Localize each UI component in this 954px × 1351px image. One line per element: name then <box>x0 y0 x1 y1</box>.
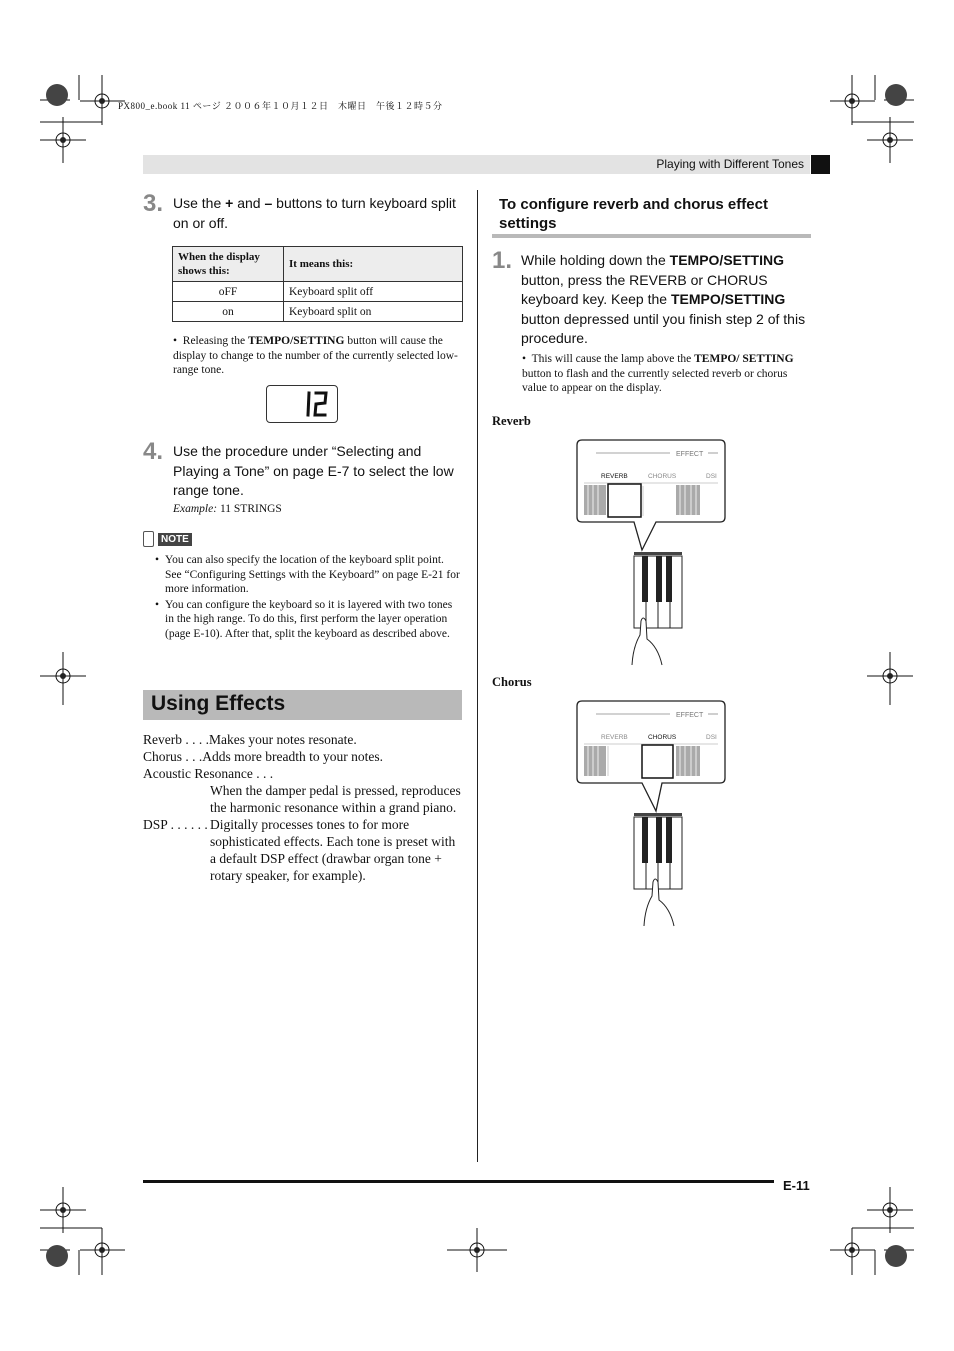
header-tab <box>811 155 830 174</box>
note-label: NOTE <box>158 533 192 546</box>
note-item: • You can configure the keyboard so it is layered with two tones in the high range. To do this, first perform the layer operation (page E-10). After that, split the keyboard as described above. <box>155 598 453 640</box>
step-3-number: 3. <box>143 190 164 217</box>
column-divider <box>477 190 478 1162</box>
effect-dsp: DSP . . . . . . Digitally processes tones to for more sophisticated effects. Each tone is preset with a default DSP effect (drawbar organ tone + rotary speaker, for example). <box>143 817 456 883</box>
chorus-key-label: CHORUS <box>648 734 677 741</box>
reverb-key-label: REVERB <box>601 734 628 741</box>
reverb-illustration <box>570 435 730 667</box>
step-1-number: 1. <box>492 247 513 274</box>
note-icon <box>143 531 154 547</box>
table-header: When the display shows this: <box>173 247 284 282</box>
effect-acoustic-term: Acoustic Resonance . . . <box>143 766 274 781</box>
reverb-key-label: REVERB <box>601 473 628 480</box>
chorus-label: Chorus <box>492 675 532 689</box>
split-table <box>172 246 463 322</box>
effect-reverb: Reverb . . . .Makes your notes resonate. <box>143 732 357 747</box>
configure-heading: To configure reverb and chorus effect settings <box>499 196 768 232</box>
chorus-illustration <box>570 696 730 928</box>
effects-list <box>143 731 463 884</box>
step-1-bullet: • This will cause the lamp above the TEMPO/ SETTING button to flash and the currently selected reverb or chorus value to appear on the display. <box>522 353 794 394</box>
section-title: Using Effects <box>151 692 286 715</box>
note-list <box>155 553 461 641</box>
step-3-text: Use the + and – buttons to turn keyboard split on or off. <box>173 195 456 231</box>
table-row: oFF Keyboard split off <box>173 282 463 302</box>
footer-rule <box>143 1180 774 1183</box>
configure-rule <box>492 234 811 238</box>
effect-acoustic-desc: When the damper pedal is pressed, reproduces the harmonic resonance within a grand piano. <box>210 783 461 815</box>
note-item: • You can also specify the location of the keyboard split point. See “Configuring Settings with the Keyboard” on page E-21 for more information. <box>155 554 460 595</box>
table-header: It means this: <box>284 247 463 282</box>
step-4-text: Use the procedure under “Selecting and Playing a Tone” on page E-7 to select the low range tone. <box>173 443 454 498</box>
lcd-display <box>266 385 338 423</box>
lcd-digits <box>267 386 337 422</box>
dsp-key-label: DSI <box>706 734 717 741</box>
chorus-key-label: CHORUS <box>648 473 677 480</box>
dsp-key-label: DSI <box>706 473 717 480</box>
step-1-text: While holding down the TEMPO/SETTING button, press the REVERB or CHORUS keyboard key. Keep the TEMPO/SETTING button depressed until you finish step 2 of this procedure. <box>521 252 806 346</box>
file-info: PX800_e.book 11 ページ ２００６年１０月１２日 木曜日 午後１２時５分 <box>118 101 443 111</box>
effect-text: EFFECT <box>676 712 704 719</box>
page-number: E-11 <box>783 1178 810 1193</box>
note-badge <box>143 530 192 548</box>
table-row: on Keyboard split on <box>173 302 463 322</box>
effect-text: EFFECT <box>676 451 704 458</box>
example-line: Example: 11 STRINGS <box>173 503 282 515</box>
running-header: Playing with Different Tones <box>656 157 804 171</box>
effect-chorus: Chorus . . .Adds more breadth to your notes. <box>143 749 383 764</box>
step-4-number: 4. <box>143 438 164 465</box>
reverb-label: Reverb <box>492 414 531 428</box>
step-3-bullet: • Releasing the TEMPO/SETTING button will cause the display to change to the number of the currently selected low-range tone. <box>173 335 458 376</box>
